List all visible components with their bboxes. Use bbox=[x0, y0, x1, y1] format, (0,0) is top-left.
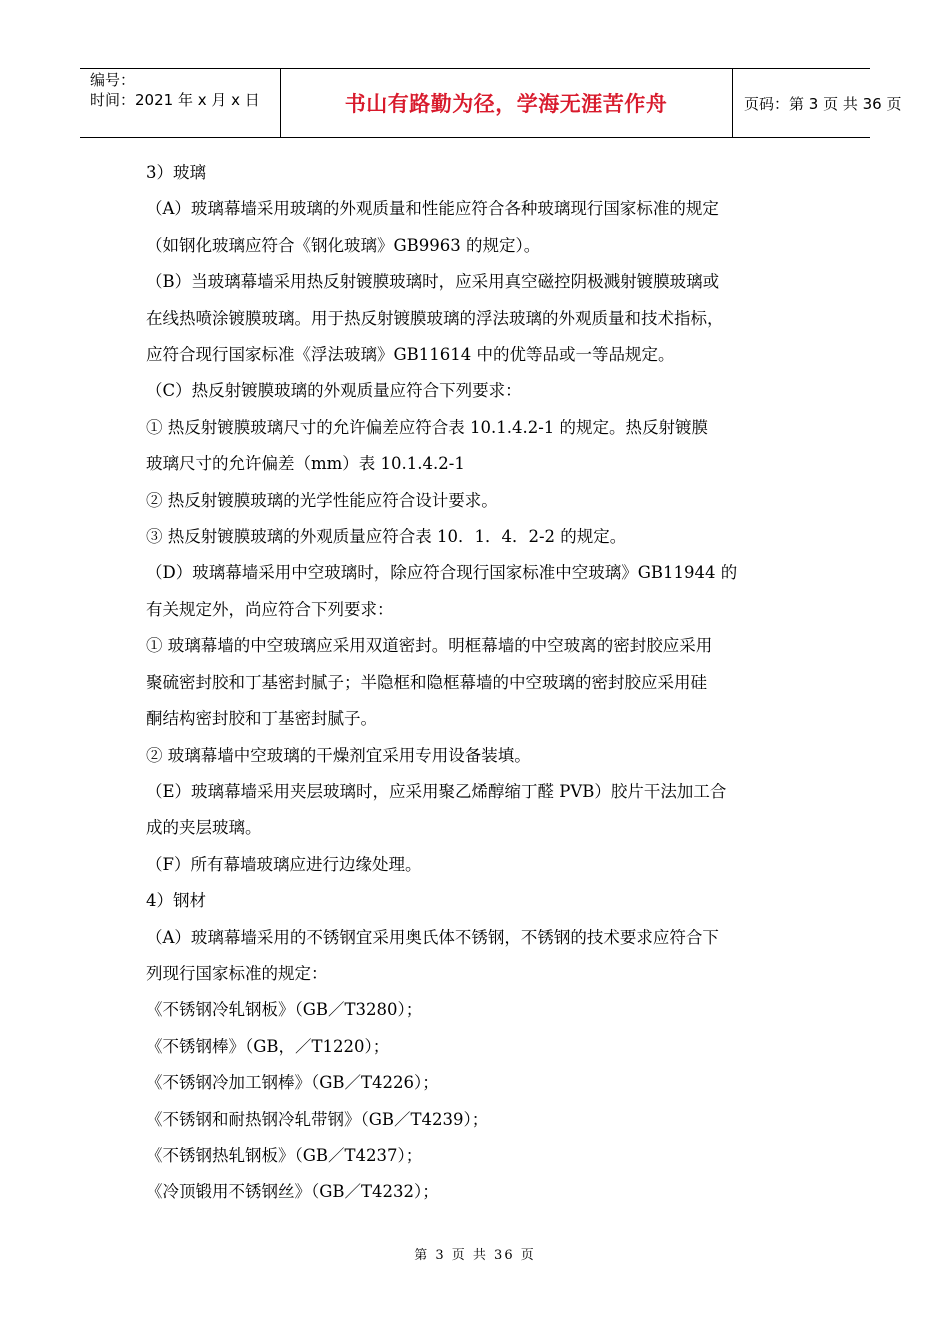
page-header bbox=[80, 68, 902, 138]
body-line: （如钢化玻璃应符合《钢化玻璃》GB9963 的规定）。 bbox=[146, 235, 541, 255]
body-line: 《不锈钢冷轧钢板》（GB／T3280）； bbox=[146, 1000, 423, 1020]
body-line: 聚硫密封胶和丁基密封腻子；半隐框和隐框幕墙的中空玻璃的密封胶应采用硅 bbox=[146, 672, 707, 692]
body-line: （A）玻璃幕墙采用玻璃的外观质量和性能应符合各种玻璃现行国家标准的规定 bbox=[146, 199, 719, 219]
header-motto: 书山有路勤为径，学海无涯苦作舟 bbox=[344, 92, 668, 116]
body-line: 酮结构密封胶和丁基密封腻子。 bbox=[146, 709, 377, 729]
body-line: 玻璃尺寸的允许偏差（mm）表 10.1.4.2-1 bbox=[146, 454, 465, 474]
header-info-cell bbox=[80, 69, 281, 137]
body-line: （F）所有幕墙玻璃应进行边缘处理。 bbox=[146, 854, 422, 874]
body-line: 《不锈钢热轧钢板》（GB／T4237）； bbox=[146, 1145, 423, 1165]
body-line: ② 热反射镀膜玻璃的光学性能应符合设计要求。 bbox=[146, 490, 498, 510]
header-page-cell bbox=[732, 69, 902, 137]
body-line: ② 玻璃幕墙中空玻璃的干燥剂宜采用专用设备装填。 bbox=[146, 745, 531, 765]
body-line: ① 热反射镀膜玻璃尺寸的允许偏差应符合表 10.1.4.2-1 的规定。热反射镀膜 bbox=[146, 417, 709, 437]
body-line: （A）玻璃幕墙采用的不锈钢宜采用奥氏体不锈钢，不锈钢的技术要求应符合下 bbox=[146, 927, 719, 947]
body-line: 《冷顶锻用不锈钢丝》（GB／T4232）； bbox=[146, 1182, 439, 1202]
body-line: （B）当玻璃幕墙采用热反射镀膜玻璃时，应采用真空磁控阴极溅射镀膜玻璃或 bbox=[146, 272, 720, 292]
header-motto-cell bbox=[280, 69, 733, 137]
body-line: 《不锈钢棒》（GB，／T1220）； bbox=[146, 1036, 390, 1056]
document-number-label: 编号： bbox=[90, 71, 136, 89]
page-footer: 第 3 页 共 36 页 bbox=[414, 1248, 536, 1263]
body-line: 《不锈钢冷加工钢棒》（GB／T4226）； bbox=[146, 1073, 439, 1093]
header-page-code: 页码：第 3 页 共 36 页 bbox=[744, 94, 902, 113]
body-line: ① 玻璃幕墙的中空玻璃应采用双道密封。明框幕墙的中空玻离的密封胶应采用 bbox=[146, 636, 713, 656]
body-line: （C）热反射镀膜玻璃的外观质量应符合下列要求： bbox=[146, 381, 522, 401]
document-body bbox=[146, 155, 806, 1211]
body-line: （D）玻璃幕墙采用中空玻璃时，除应符合现行国家标准中空玻璃》GB11944 的 bbox=[146, 563, 738, 583]
body-line: 3）玻璃 bbox=[146, 163, 206, 182]
body-line: ③ 热反射镀膜玻璃的外观质量应符合表 10．1．4．2-2 的规定。 bbox=[146, 527, 627, 547]
body-line: 列现行国家标准的规定： bbox=[146, 963, 328, 983]
body-line: 成的夹层玻璃。 bbox=[146, 818, 262, 838]
body-line: 4）钢材 bbox=[146, 891, 206, 911]
body-line: （E）玻璃幕墙采用夹层玻璃时，应采用聚乙烯醇缩丁醛 PVB）胶片干法加工合 bbox=[146, 781, 727, 801]
document-date: 时间：2021 年 x 月 x 日 bbox=[90, 91, 260, 109]
body-line: 应符合现行国家标准《浮法玻璃》GB11614 中的优等品或一等品规定。 bbox=[146, 345, 675, 365]
body-line: 在线热喷涂镀膜玻璃。用于热反射镀膜玻璃的浮法玻璃的外观质量和技术指标， bbox=[146, 308, 724, 328]
body-line: 《不锈钢和耐热钢冷轧带钢》（GB／T4239）； bbox=[146, 1109, 489, 1129]
body-line: 有关规定外，尚应符合下列要求： bbox=[146, 599, 394, 619]
